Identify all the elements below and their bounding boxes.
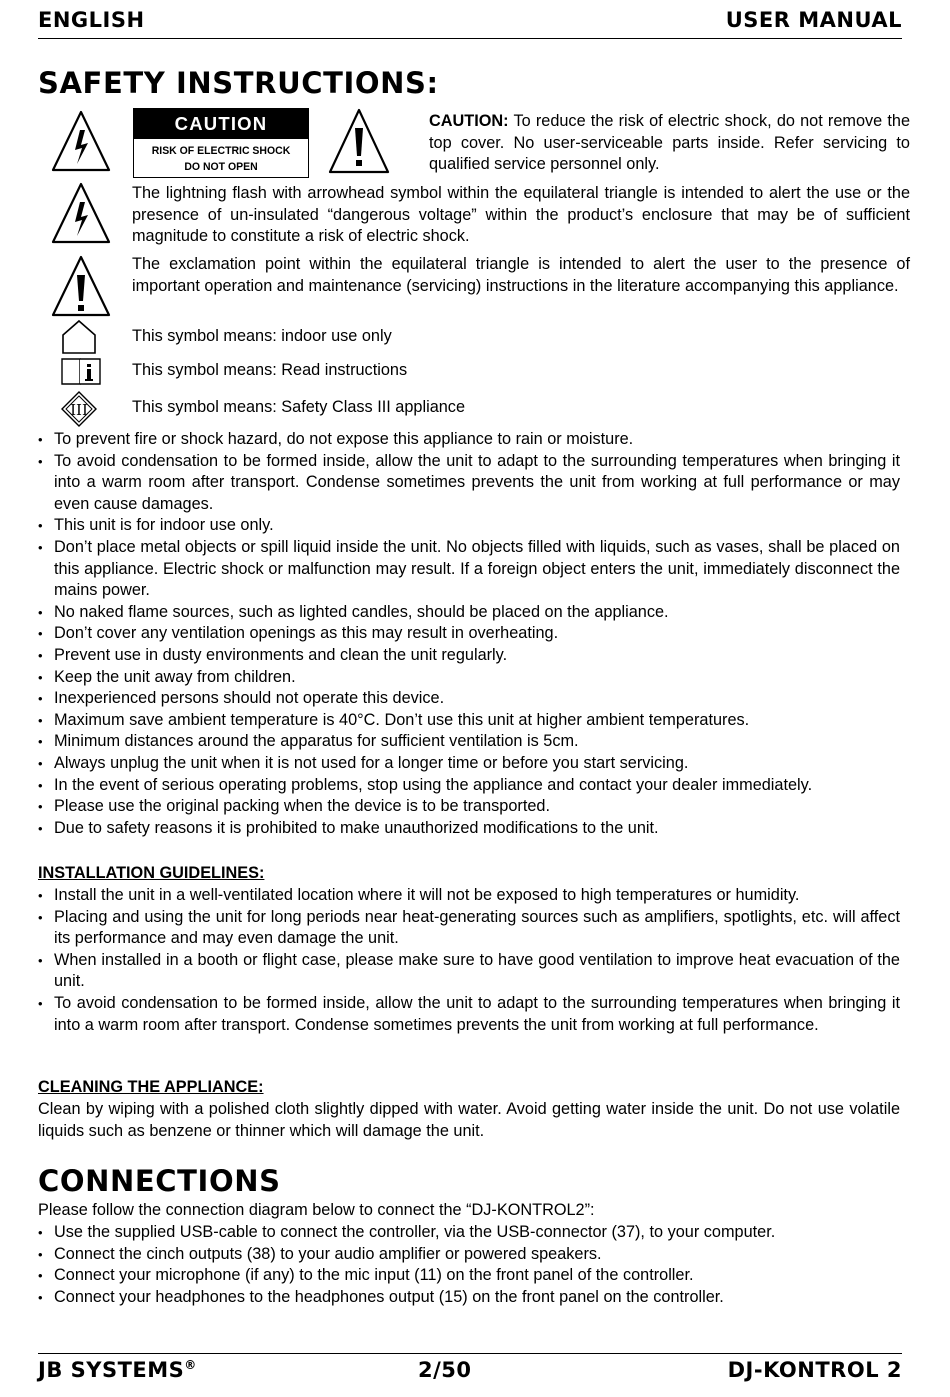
- read-instructions-icon: [60, 355, 102, 392]
- exclamation-explanation: The exclamation point within the equilateral triangle is intended to alert the user to the presence of important operation and maintenance (servicing) instructions in the literature accompanying this appliance.: [132, 255, 910, 295]
- footer-product: DJ-KONTROL 2: [727, 1358, 902, 1382]
- list-item: • Maximum save ambient temperature is 40°C. Don’t use this unit at higher ambient temperatures.: [38, 710, 900, 732]
- exclamation-warning-icon: [327, 106, 391, 181]
- connections-intro: Please follow the connection diagram below to connect the “DJ-KONTROL2”:: [38, 1201, 595, 1219]
- connections-bullet-list: [38, 1222, 900, 1308]
- list-item: • Use the supplied USB-cable to connect the controller, via the USB-connector (37), to your computer.: [38, 1222, 900, 1244]
- safety-title: SAFETY INSTRUCTIONS:: [38, 66, 439, 100]
- cleaning-text: Clean by wiping with a polished cloth slightly dipped with water. Avoid getting water inside the unit. Do not use volatile liquids such as benzene or thinner which will damage the unit.: [38, 1100, 900, 1140]
- lightning-warning-icon: [50, 108, 112, 179]
- lightning-explanation: The lightning flash with arrowhead symbol within the equilateral triangle is intended to alert the use or the presence of un-insulated “dangerous voltage” within the product’s enclosure that may be of sufficient magnitude to constitute a risk of electric shock.: [132, 184, 910, 246]
- exclamation-symbol-icon: [50, 253, 112, 324]
- list-item: • Connect the cinch outputs (38) to your audio amplifier or powered speakers.: [38, 1244, 900, 1266]
- caution-sticker-line2: DO NOT OPEN: [184, 161, 258, 173]
- safety-class-3-icon: [60, 390, 98, 433]
- safety-class-3-glyph: III: [70, 401, 88, 419]
- lightning-symbol-icon: [50, 180, 112, 251]
- header-language: ENGLISH: [38, 8, 145, 32]
- footer-brand-text: JB SYSTEMS: [38, 1358, 185, 1382]
- page-footer: [38, 1353, 902, 1384]
- list-item: • Due to safety reasons it is prohibited to make unauthorized modifications to the unit.: [38, 818, 900, 840]
- list-item: • In the event of serious operating problems, stop using the appliance and contact your dealer immediately.: [38, 775, 900, 797]
- class3-explanation: This symbol means: Safety Class III appliance: [132, 398, 466, 416]
- caution-sticker: [133, 108, 309, 178]
- caution-label: CAUTION:: [429, 112, 509, 130]
- list-item: • Install the unit in a well-ventilated location where it will not be exposed to high temperatures or humidity.: [38, 885, 900, 907]
- list-item: • When installed in a booth or flight case, please make sure to have good ventilation to improve heat evacuation of the unit.: [38, 950, 900, 993]
- list-item: • Minimum distances around the apparatus for sufficient ventilation is 5cm.: [38, 731, 900, 753]
- manual-page: [38, 0, 910, 1397]
- connections-title: CONNECTIONS: [38, 1164, 281, 1198]
- list-item: • Connect your headphones to the headphones output (15) on the front panel on the controller.: [38, 1287, 900, 1309]
- list-item: • Keep the unit away from children.: [38, 667, 900, 689]
- header-doc-type: USER MANUAL: [725, 8, 902, 32]
- list-item: • Don’t place metal objects or spill liquid inside the unit. No objects filled with liquids, such as vases, shall be placed on this appliance. Electric shock or malfunction may result. If a foreign object enters the unit, immediately disconnect the mains power.: [38, 537, 900, 602]
- caution-sticker-title: CAUTION: [134, 109, 308, 139]
- registered-mark: ®: [184, 1358, 197, 1372]
- page-header: [38, 8, 902, 39]
- footer-brand: [38, 1358, 197, 1382]
- list-item: • Inexperienced persons should not operate this device.: [38, 688, 900, 710]
- caution-paragraph: [429, 111, 910, 176]
- list-item: • Placing and using the unit for long periods near heat-generating sources such as amplifiers, spotlights, etc. will affect its performance and may even damage the unit.: [38, 907, 900, 950]
- installation-title: INSTALLATION GUIDELINES:: [38, 864, 265, 882]
- list-item: • This unit is for indoor use only.: [38, 515, 900, 537]
- caution-sticker-line1: RISK OF ELECTRIC SHOCK: [151, 145, 291, 157]
- safety-bullet-list: [38, 429, 900, 839]
- cleaning-title: CLEANING THE APPLIANCE:: [38, 1078, 264, 1096]
- page-number: 2/50: [418, 1358, 472, 1382]
- list-item: • Don’t cover any ventilation openings as this may result in overheating.: [38, 623, 900, 645]
- installation-bullet-list: [38, 885, 900, 1036]
- list-item: • Connect your microphone (if any) to the mic input (11) on the front panel of the controller.: [38, 1265, 900, 1287]
- indoor-explanation: This symbol means: indoor use only: [132, 327, 392, 345]
- list-item: • Prevent use in dusty environments and clean the unit regularly.: [38, 645, 900, 667]
- list-item: • To avoid condensation to be formed inside, allow the unit to adapt to the surrounding temperatures when bringing it into a warm room after transport. Condense sometimes prevents the unit from working at full performance.: [38, 993, 900, 1036]
- list-item: • To prevent fire or shock hazard, do not expose this appliance to rain or moisture.: [38, 429, 900, 451]
- read-instructions-explanation: This symbol means: Read instructions: [132, 361, 408, 379]
- list-item: • No naked flame sources, such as lighted candles, should be placed on the appliance.: [38, 602, 900, 624]
- caution-sticker-text: [141, 139, 301, 175]
- list-item: • Please use the original packing when the device is to be transported.: [38, 796, 900, 818]
- caution-text: To reduce the risk of electric shock, do not remove the top cover. No user-serviceable parts inside. Refer servicing to qualified service personnel only.: [429, 112, 910, 174]
- list-item: • To avoid condensation to be formed inside, allow the unit to adapt to the surrounding temperatures when bringing it into a warm room after transport. Condense sometimes prevents the unit from working at full performance or may even cause damages.: [38, 451, 900, 516]
- list-item: • Always unplug the unit when it is not used for a longer time or before you start servicing.: [38, 753, 900, 775]
